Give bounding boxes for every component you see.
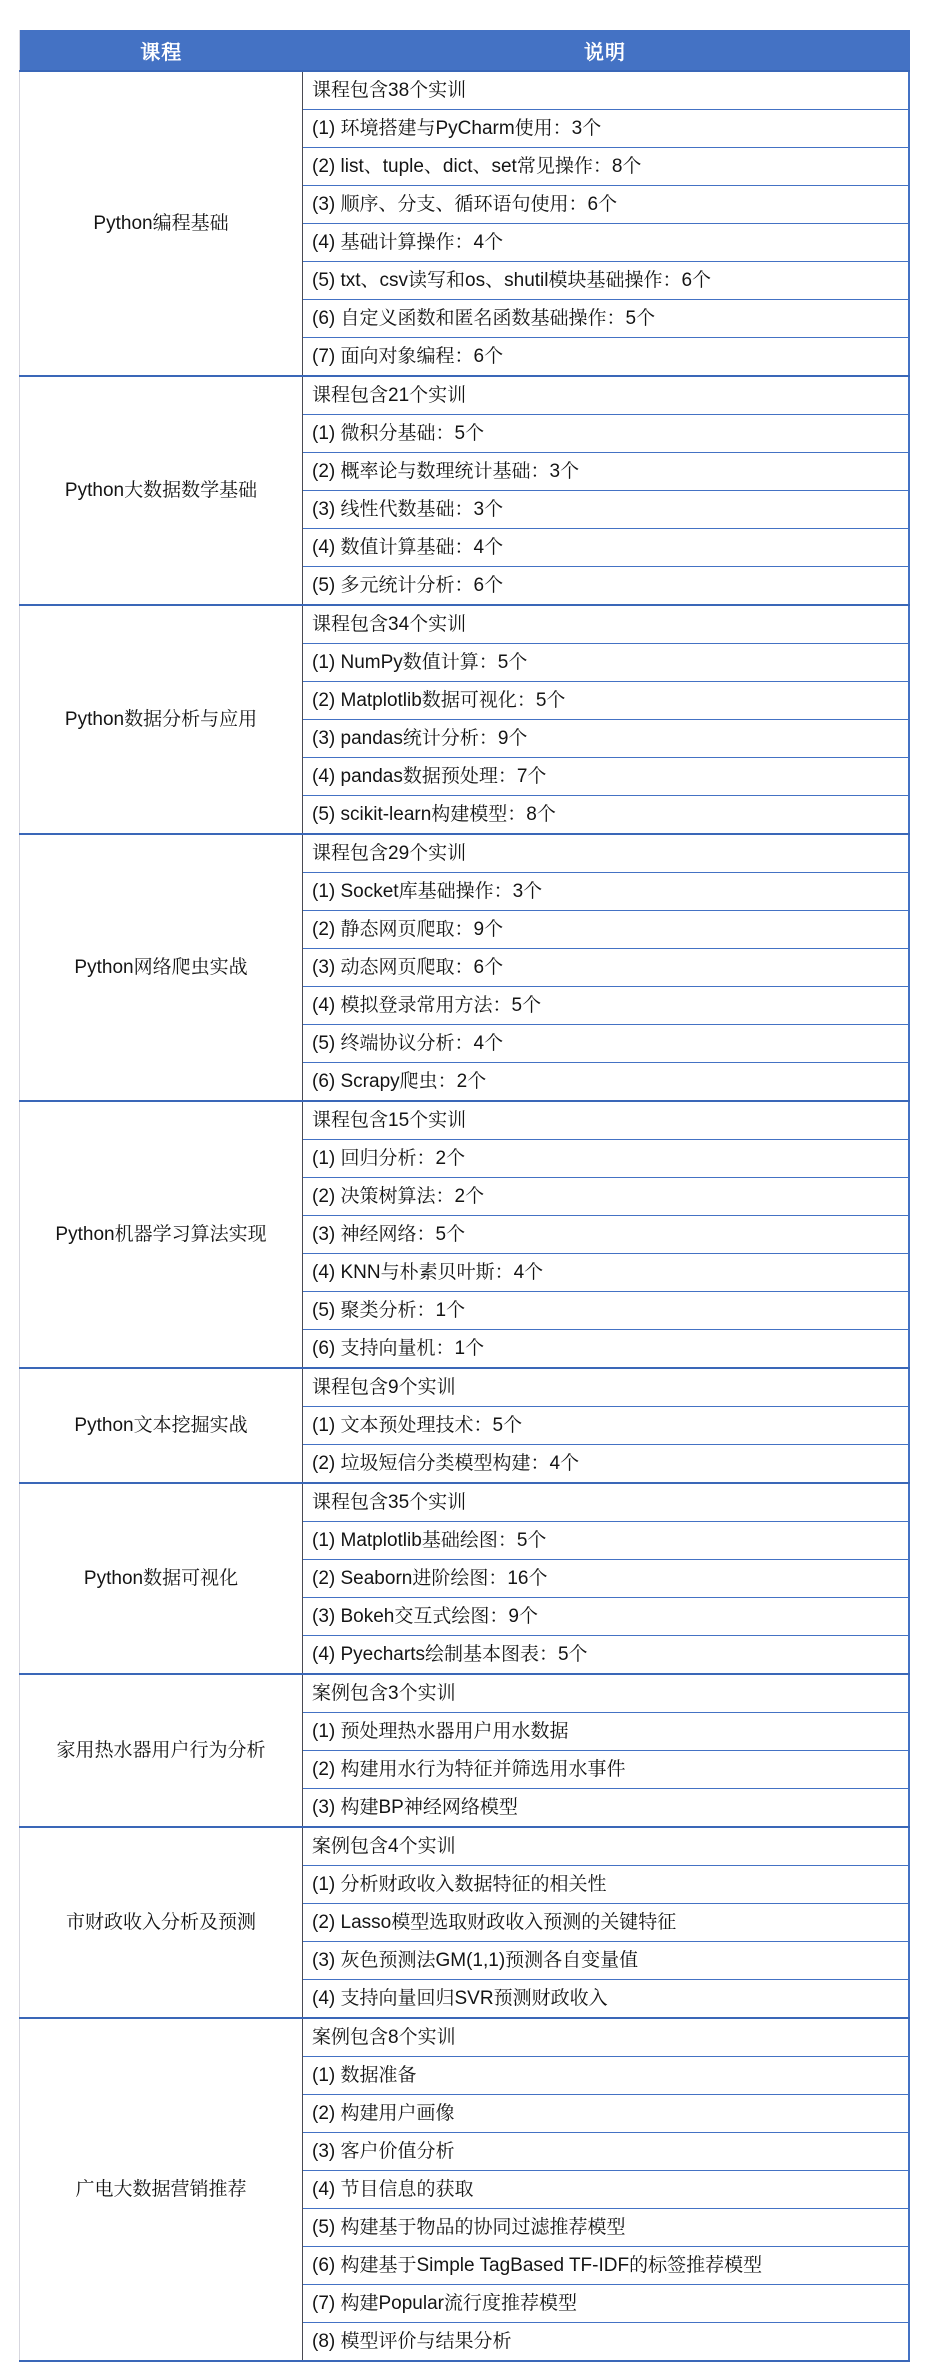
description-cell: 课程包含35个实训 [303, 1483, 909, 1522]
description-cell: (2) 概率论与数理统计基础：3个 [303, 453, 909, 491]
description-cell: 课程包含34个实训 [303, 605, 909, 644]
column-header-course: 课程 [20, 30, 303, 71]
course-name-cell: Python数据可视化 [20, 1483, 303, 1674]
table-row [20, 2018, 909, 2057]
course-name-cell: 广电大数据营销推荐 [20, 2018, 303, 2361]
description-cell: (2) list、tuple、dict、set常见操作：8个 [303, 148, 909, 186]
table-row [20, 1483, 909, 1522]
table-row [20, 1368, 909, 1407]
description-cell: (1) 回归分析：2个 [303, 1140, 909, 1178]
table-row [20, 1827, 909, 1866]
course-name-cell: Python网络爬虫实战 [20, 834, 303, 1101]
description-cell: (5) 终端协议分析：4个 [303, 1025, 909, 1063]
description-cell: (1) Socket库基础操作：3个 [303, 873, 909, 911]
description-cell: 案例包含4个实训 [303, 1827, 909, 1866]
description-cell: (1) 预处理热水器用户用水数据 [303, 1713, 909, 1751]
description-cell: (5) 聚类分析：1个 [303, 1292, 909, 1330]
description-cell: (3) 神经网络：5个 [303, 1216, 909, 1254]
description-cell: (1) 环境搭建与PyCharm使用：3个 [303, 110, 909, 148]
description-cell: (2) Matplotlib数据可视化：5个 [303, 682, 909, 720]
description-cell: (5) scikit-learn构建模型：8个 [303, 796, 909, 835]
description-cell: (3) pandas统计分析：9个 [303, 720, 909, 758]
description-cell: (4) 支持向量回归SVR预测财政收入 [303, 1980, 909, 2019]
description-cell: (4) KNN与朴素贝叶斯：4个 [303, 1254, 909, 1292]
description-cell: 课程包含9个实训 [303, 1368, 909, 1407]
description-cell: (4) pandas数据预处理：7个 [303, 758, 909, 796]
description-cell: (3) 线性代数基础：3个 [303, 491, 909, 529]
description-cell: (4) 节目信息的获取 [303, 2171, 909, 2209]
course-name-cell: Python编程基础 [20, 71, 303, 376]
description-cell: (5) txt、csv读写和os、shutil模块基础操作：6个 [303, 262, 909, 300]
description-cell: (6) 构建基于Simple TagBased TF-IDF的标签推荐模型 [303, 2247, 909, 2285]
course-description-table [19, 30, 910, 2362]
description-cell: (2) 构建用户画像 [303, 2095, 909, 2133]
table-row [20, 605, 909, 644]
column-header-description: 说明 [303, 30, 909, 71]
description-cell: (4) Pyecharts绘制基本图表：5个 [303, 1636, 909, 1675]
table-row [20, 1101, 909, 1140]
description-cell: (3) 顺序、分支、循环语句使用：6个 [303, 186, 909, 224]
description-cell: (1) NumPy数值计算：5个 [303, 644, 909, 682]
description-cell: (2) Seaborn进阶绘图：16个 [303, 1560, 909, 1598]
description-cell: (4) 基础计算操作：4个 [303, 224, 909, 262]
description-cell: (6) 支持向量机：1个 [303, 1330, 909, 1369]
description-cell: (4) 模拟登录常用方法：5个 [303, 987, 909, 1025]
description-cell: (2) 决策树算法：2个 [303, 1178, 909, 1216]
description-cell: (5) 构建基于物品的协同过滤推荐模型 [303, 2209, 909, 2247]
description-cell: (7) 构建Popular流行度推荐模型 [303, 2285, 909, 2323]
table-row [20, 834, 909, 873]
description-cell: (1) 微积分基础：5个 [303, 415, 909, 453]
description-cell: 案例包含8个实训 [303, 2018, 909, 2057]
description-cell: (2) Lasso模型选取财政收入预测的关键特征 [303, 1904, 909, 1942]
table-row [20, 376, 909, 415]
description-cell: (1) Matplotlib基础绘图：5个 [303, 1522, 909, 1560]
description-cell: (6) 自定义函数和匿名函数基础操作：5个 [303, 300, 909, 338]
description-cell: (3) 构建BP神经网络模型 [303, 1789, 909, 1828]
description-cell: 课程包含15个实训 [303, 1101, 909, 1140]
description-cell: (2) 构建用水行为特征并筛选用水事件 [303, 1751, 909, 1789]
description-cell: (2) 垃圾短信分类模型构建：4个 [303, 1445, 909, 1484]
table-body [20, 71, 909, 2361]
course-name-cell: Python数据分析与应用 [20, 605, 303, 834]
course-name-cell: Python机器学习算法实现 [20, 1101, 303, 1368]
description-cell: 课程包含21个实训 [303, 376, 909, 415]
description-cell: 课程包含38个实训 [303, 71, 909, 110]
description-cell: (7) 面向对象编程：6个 [303, 338, 909, 377]
table-row [20, 71, 909, 110]
description-cell: (6) Scrapy爬虫：2个 [303, 1063, 909, 1102]
description-cell: (8) 模型评价与结果分析 [303, 2323, 909, 2362]
table-row [20, 1674, 909, 1713]
description-cell: (1) 分析财政收入数据特征的相关性 [303, 1866, 909, 1904]
description-cell: (3) Bokeh交互式绘图：9个 [303, 1598, 909, 1636]
table-header-row [20, 30, 909, 71]
description-cell: 案例包含3个实训 [303, 1674, 909, 1713]
description-cell: (1) 数据准备 [303, 2057, 909, 2095]
description-cell: (5) 多元统计分析：6个 [303, 567, 909, 606]
description-cell: (2) 静态网页爬取：9个 [303, 911, 909, 949]
course-name-cell: Python大数据数学基础 [20, 376, 303, 605]
description-cell: (4) 数值计算基础：4个 [303, 529, 909, 567]
description-cell: (1) 文本预处理技术：5个 [303, 1407, 909, 1445]
course-name-cell: 家用热水器用户行为分析 [20, 1674, 303, 1827]
course-name-cell: Python文本挖掘实战 [20, 1368, 303, 1483]
description-cell: (3) 灰色预测法GM(1,1)预测各自变量值 [303, 1942, 909, 1980]
description-cell: 课程包含29个实训 [303, 834, 909, 873]
course-name-cell: 市财政收入分析及预测 [20, 1827, 303, 2018]
description-cell: (3) 客户价值分析 [303, 2133, 909, 2171]
description-cell: (3) 动态网页爬取：6个 [303, 949, 909, 987]
